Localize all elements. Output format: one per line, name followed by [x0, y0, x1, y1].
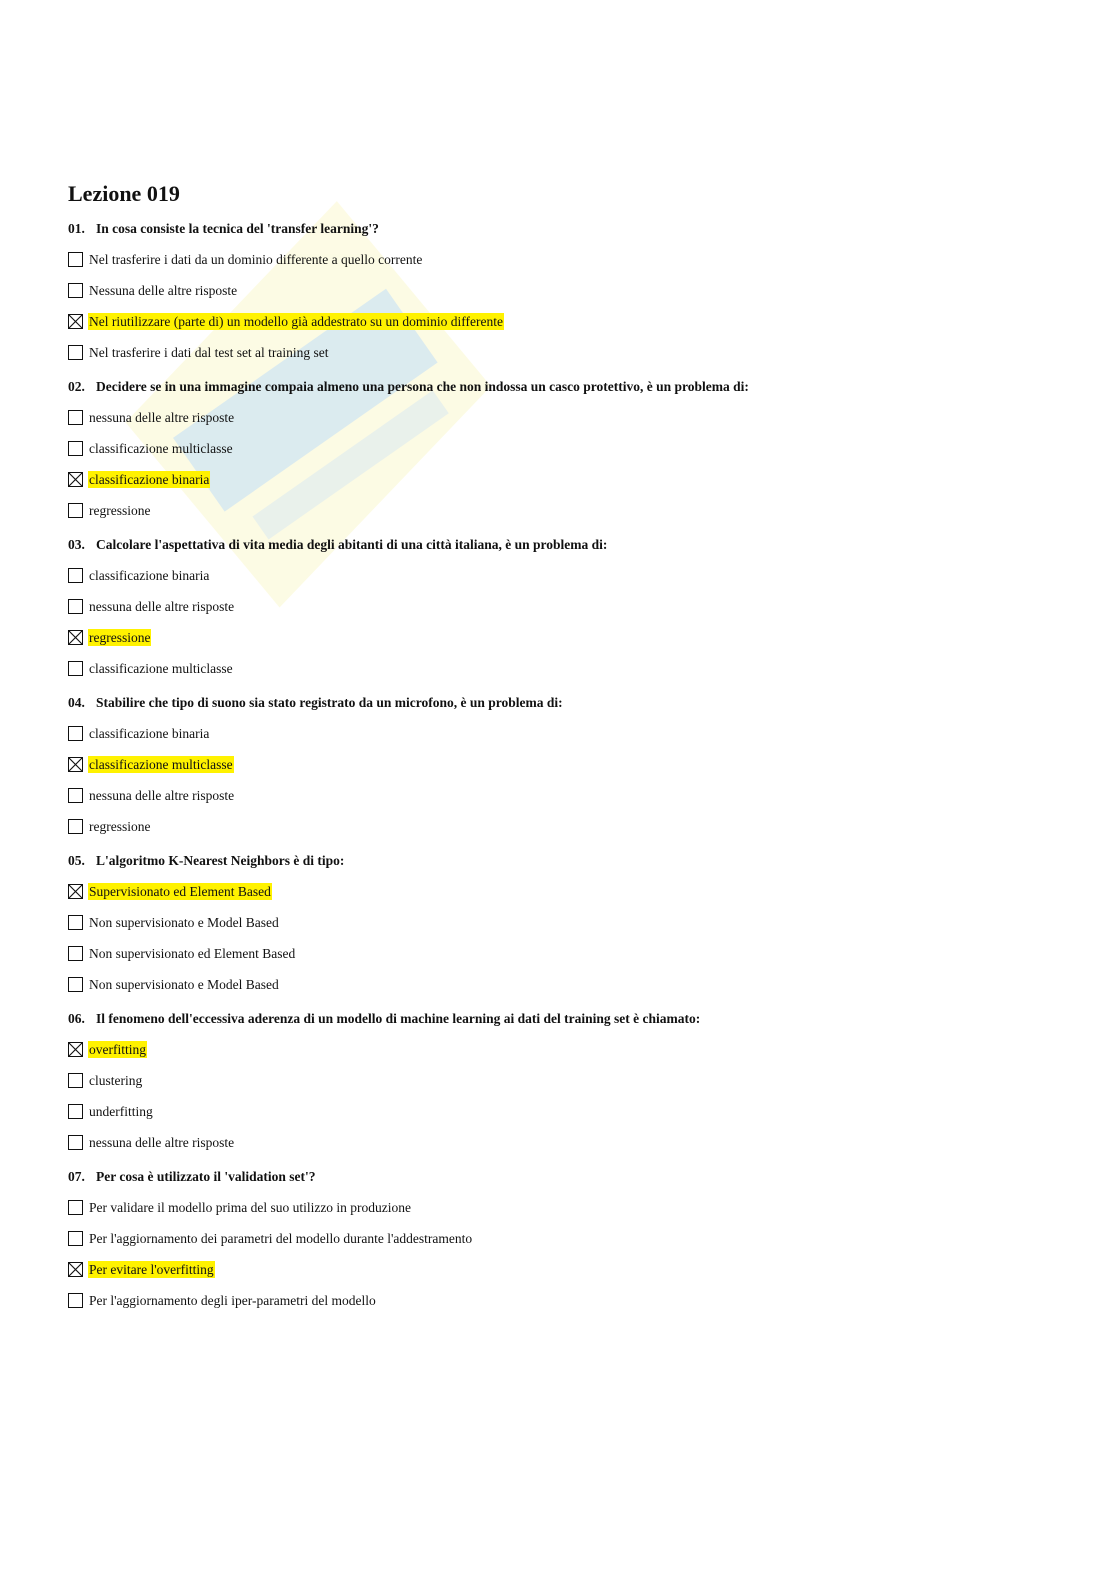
answer-option[interactable] [68, 311, 1048, 331]
checkbox-icon[interactable] [68, 1200, 83, 1215]
answer-option[interactable] [68, 816, 1048, 836]
option-label: classificazione multiclasse [89, 440, 233, 456]
question-number: 06. [68, 1011, 85, 1026]
question-text: Per cosa è utilizzato il 'validation set'? [96, 1169, 316, 1184]
question-heading [68, 378, 1048, 396]
checked-checkbox-icon[interactable] [68, 1042, 83, 1057]
question-6 [68, 1010, 1048, 1152]
option-label: classificazione binaria [89, 567, 210, 583]
answer-option[interactable] [68, 723, 1048, 743]
option-label: Nel trasferire i dati dal test set al training set [89, 344, 329, 360]
answer-option[interactable] [68, 342, 1048, 362]
option-label: nessuna delle altre risposte [89, 1134, 235, 1150]
question-2 [68, 378, 1048, 520]
checkbox-icon[interactable] [68, 1073, 83, 1088]
answer-option[interactable] [68, 658, 1048, 678]
checkbox-icon[interactable] [68, 726, 83, 741]
question-4 [68, 694, 1048, 836]
checkbox-icon[interactable] [68, 503, 83, 518]
checked-checkbox-icon[interactable] [68, 472, 83, 487]
checkbox-icon[interactable] [68, 441, 83, 456]
question-text: Calcolare l'aspettativa di vita media degli abitanti di una città italiana, è un problema di: [96, 537, 608, 552]
checked-checkbox-icon[interactable] [68, 314, 83, 329]
answer-option[interactable] [68, 912, 1048, 932]
answer-option[interactable] [68, 565, 1048, 585]
answer-option[interactable] [68, 785, 1048, 805]
question-heading [68, 1168, 1048, 1186]
option-label: Supervisionato ed Element Based [89, 883, 271, 899]
option-label: Non supervisionato e Model Based [89, 976, 279, 992]
checkbox-icon[interactable] [68, 283, 83, 298]
option-label: Nel riutilizzare (parte di) un modello già addestrato su un dominio differente [89, 313, 503, 329]
checkbox-icon[interactable] [68, 599, 83, 614]
checkbox-icon[interactable] [68, 661, 83, 676]
answer-option[interactable] [68, 249, 1048, 269]
option-label: overfitting [89, 1041, 146, 1057]
answer-option[interactable] [68, 469, 1048, 489]
option-label: Non supervisionato ed Element Based [89, 945, 296, 961]
checked-checkbox-icon[interactable] [68, 884, 83, 899]
checkbox-icon[interactable] [68, 345, 83, 360]
question-list [68, 220, 1048, 1310]
option-label: Per evitare l'overfitting [89, 1261, 214, 1277]
question-number: 01. [68, 221, 85, 236]
question-5 [68, 852, 1048, 994]
answer-option[interactable] [68, 754, 1048, 774]
question-3 [68, 536, 1048, 678]
question-text: Stabilire che tipo di suono sia stato registrato da un microfono, è un problema di: [96, 695, 563, 710]
question-number: 07. [68, 1169, 85, 1184]
option-label: Per validare il modello prima del suo utilizzo in produzione [89, 1199, 412, 1215]
question-1 [68, 220, 1048, 362]
option-label: classificazione binaria [89, 471, 210, 487]
checkbox-icon[interactable] [68, 1135, 83, 1150]
document-page [68, 180, 1048, 1326]
question-number: 02. [68, 379, 85, 394]
checkbox-icon[interactable] [68, 915, 83, 930]
checked-checkbox-icon[interactable] [68, 630, 83, 645]
option-label: Non supervisionato e Model Based [89, 914, 279, 930]
checkbox-icon[interactable] [68, 788, 83, 803]
question-text: In cosa consiste la tecnica del 'transfer learning'? [96, 221, 379, 236]
option-label: classificazione binaria [89, 725, 210, 741]
checkbox-icon[interactable] [68, 1293, 83, 1308]
checkbox-icon[interactable] [68, 1104, 83, 1119]
answer-option[interactable] [68, 1132, 1048, 1152]
answer-option[interactable] [68, 881, 1048, 901]
checkbox-icon[interactable] [68, 1231, 83, 1246]
answer-option[interactable] [68, 1070, 1048, 1090]
question-number: 04. [68, 695, 85, 710]
option-label: regressione [89, 629, 151, 645]
checkbox-icon[interactable] [68, 946, 83, 961]
option-label: nessuna delle altre risposte [89, 787, 235, 803]
question-7 [68, 1168, 1048, 1310]
option-label: nessuna delle altre risposte [89, 598, 235, 614]
answer-option[interactable] [68, 407, 1048, 427]
option-label: nessuna delle altre risposte [89, 409, 235, 425]
page-title: Lezione 019 [68, 181, 180, 206]
option-label: Per l'aggiornamento dei parametri del modello durante l'addestramento [89, 1230, 473, 1246]
option-label: Nessuna delle altre risposte [89, 282, 238, 298]
checkbox-icon[interactable] [68, 252, 83, 267]
question-heading [68, 220, 1048, 238]
answer-option[interactable] [68, 943, 1048, 963]
checked-checkbox-icon[interactable] [68, 757, 83, 772]
option-label: regressione [89, 818, 151, 834]
option-label: Per l'aggiornamento degli iper-parametri del modello [89, 1292, 376, 1308]
answer-option[interactable] [68, 1039, 1048, 1059]
checkbox-icon[interactable] [68, 977, 83, 992]
checked-checkbox-icon[interactable] [68, 1262, 83, 1277]
answer-option[interactable] [68, 500, 1048, 520]
option-label: classificazione multiclasse [89, 660, 233, 676]
question-text: Il fenomeno dell'eccessiva aderenza di un modello di machine learning ai dati del training set è chiamato: [96, 1011, 701, 1026]
answer-option[interactable] [68, 1197, 1048, 1217]
answer-option[interactable] [68, 1290, 1048, 1310]
option-label: regressione [89, 502, 151, 518]
answer-option[interactable] [68, 1228, 1048, 1248]
question-text: Decidere se in una immagine compaia almeno una persona che non indossa un casco protettivo, è un problema di: [96, 379, 749, 394]
answer-option[interactable] [68, 974, 1048, 994]
question-heading [68, 536, 1048, 554]
answer-option[interactable] [68, 1101, 1048, 1121]
question-number: 05. [68, 853, 85, 868]
option-label: underfitting [89, 1103, 153, 1119]
option-label: Nel trasferire i dati da un dominio differente a quello corrente [89, 251, 423, 267]
answer-option[interactable] [68, 1259, 1048, 1279]
question-heading [68, 694, 1048, 712]
question-heading [68, 1010, 1048, 1028]
answer-option[interactable] [68, 280, 1048, 300]
answer-option[interactable] [68, 596, 1048, 616]
checkbox-icon[interactable] [68, 819, 83, 834]
question-number: 03. [68, 537, 85, 552]
answer-option[interactable] [68, 627, 1048, 647]
question-text: L'algoritmo K-Nearest Neighbors è di tipo: [96, 853, 345, 868]
answer-option[interactable] [68, 438, 1048, 458]
checkbox-icon[interactable] [68, 568, 83, 583]
checkbox-icon[interactable] [68, 410, 83, 425]
option-label: classificazione multiclasse [89, 756, 233, 772]
option-label: clustering [89, 1072, 143, 1088]
question-heading [68, 852, 1048, 870]
